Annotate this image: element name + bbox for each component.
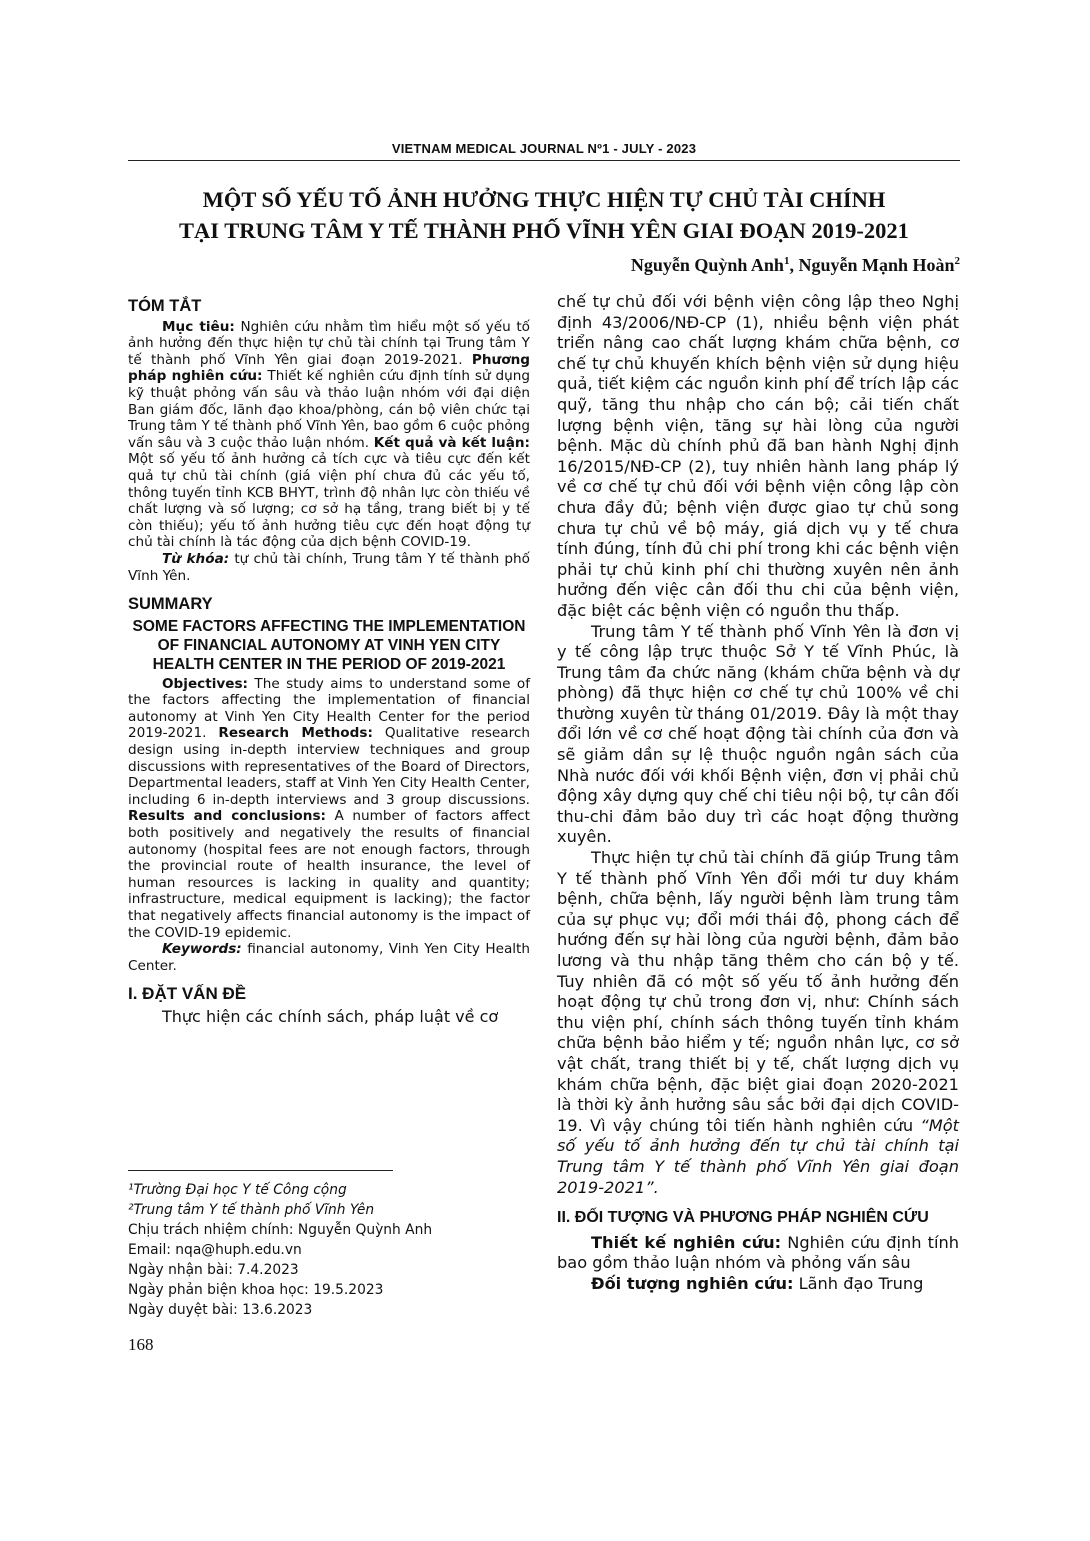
footnote-email: Email: nqa@huph.edu.vn bbox=[128, 1242, 302, 1258]
results-text: A number of factors affect both positively and negatively the results of financial autonomy (hospital fees are not enough factors, through the provincial route of health insurance, the level of human resources is lacking in quality and quantity; infrastructure, medical equipment is lacking); the factor that negatively affects financial autonomy is the impact of the COVID-19 epidemic. bbox=[128, 808, 530, 941]
summary-paragraph bbox=[128, 676, 530, 942]
objectives-label: Objectives: bbox=[162, 675, 248, 692]
design-text: Nghiên cứu định tính bao gồm thảo luận nhóm và phỏng vấn sâu bbox=[557, 1232, 959, 1273]
methods-text: Qualitative research design using in-depth interview techniques and group discussions with representatives of the Board of Directors, Departmental leaders, staff at Vinh Yen City Health Center, including 6 in-depth interviews and 3 group discussions. bbox=[128, 725, 530, 808]
subjects-label: Đối tượng nghiên cứu: bbox=[591, 1273, 794, 1293]
summary-heading: SUMMARY bbox=[128, 595, 213, 614]
journal-header: VIETNAM MEDICAL JOURNAL Nº1 - JULY - 2023 bbox=[391, 141, 697, 156]
footnote-accepted: Ngày duyệt bài: 13.6.2023 bbox=[128, 1302, 313, 1318]
footnote-received: Ngày nhận bài: 7.4.2023 bbox=[128, 1262, 299, 1278]
author-2-affil: 2 bbox=[954, 255, 960, 267]
right-paragraph-2: Trung tâm Y tế thành phố Vĩnh Yên là đơn vị y tế công lập trực thuộc Sở Y tế Vĩnh Phúc, là Trung tâm đa chức năng (khám chữa bệnh và dự phòng) đã thực hiện cơ chế tự chủ 100% về chi thường xuyên từ tháng 01/2019. Đây là một thay đổi lớn về cơ chế hoạt động tài chính của đơn và sẽ giảm dần sự lệ thuộc nguồn ngân sách của Nhà nước đối với khối Bệnh viện, đơn vị phải chủ động xây dựng quy chế chi tiêu nội bộ, tự cân đối thu-chi đảm bảo duy trì các hoạt động thường xuyên. bbox=[557, 621, 959, 847]
left-column bbox=[128, 292, 530, 1027]
design-label: Thiết kế nghiên cứu: bbox=[591, 1232, 782, 1252]
muctieu-label: Mục tiêu: bbox=[162, 318, 235, 335]
author-1: Nguyễn Quỳnh Anh bbox=[630, 255, 784, 275]
footnote-rule bbox=[128, 1170, 393, 1171]
section-2-heading: II. ĐỐI TƯỢNG VÀ PHƯƠNG PHÁP NGHIÊN CỨU bbox=[557, 1209, 929, 1227]
header-rule bbox=[128, 160, 960, 161]
subjects-text: Lãnh đạo Trung bbox=[793, 1273, 924, 1293]
tukhoa-label: Từ khóa: bbox=[162, 550, 230, 567]
results-label: Results and conclusions: bbox=[128, 808, 326, 825]
footnotes bbox=[128, 1180, 530, 1320]
tukhoa-text: tự chủ tài chính, Trung tâm Y tế thành phố Vĩnh Yên. bbox=[128, 550, 530, 584]
summary-title: SOME FACTORS AFFECTING THE IMPLEMENTATION OF FINANCIAL AUTONOMY AT VINH YEN CITY HEALTH CENTER IN THE PERIOD OF 2019-2021 bbox=[132, 617, 526, 673]
kq-label: Kết quả và kết luận: bbox=[373, 434, 530, 451]
section-1-paragraph: Thực hiện các chính sách, pháp luật về cơ bbox=[162, 1006, 499, 1026]
keywords-text: financial autonomy, Vinh Yen City Health Center. bbox=[128, 941, 530, 974]
author-2: Nguyễn Mạnh Hoàn bbox=[798, 255, 955, 275]
footnote-affil-2: ²Trung tâm Y tế thành phố Vĩnh Yên bbox=[128, 1202, 375, 1218]
authors bbox=[631, 255, 960, 276]
page-number: 168 bbox=[128, 1335, 154, 1354]
objectives-text: The study aims to understand some of the factors affecting the implementation of financial autonomy at Vinh Yen City Health Center for the period 2019-2021. bbox=[128, 675, 530, 742]
right-paragraph-1: chế tự chủ đối với bệnh viện công lập theo Nghị định 43/2006/NĐ-CP (1), nhiều bệnh viện phát triển nâng cao chất lượng khám chữa bệnh, cơ chế tự chủ khuyến khích bệnh viện sử dụng hiệu quả, tiết kiệm các nguồn kinh phí để trích lập các quỹ, tăng thu nhập cho cán bộ; cải tiến chất lượng bệnh viện, tăng sự hài lòng của người bệnh. Mặc dù chính phủ đã ban hành Nghị định 16/2015/NĐ-CP (2), tuy nhiên hành lang pháp lý về cơ chế tự chủ đối với bệnh viện công lập còn chưa đầy đủ; bệnh viện được giao tự chủ song chưa tự chủ về bộ máy, giá dịch vụ y tế chưa tính đúng, tính đủ chi phí trong khi các bệnh viện phải tự chủ kinh phí chi thường xuyên nên ảnh hưởng đến việc cân đối thu chi của bệnh viện, đặc biệt các bệnh viện có nguồn thu thấp. bbox=[557, 292, 959, 620]
footnote-responsible: Chịu trách nhiệm chính: Nguyễn Quỳnh Anh bbox=[128, 1222, 433, 1238]
tomtat-paragraph bbox=[128, 319, 530, 551]
ppnc-text: Thiết kế nghiên cứu định tính sử dụng kỹ thuật phỏng vấn sâu và thảo luận nhóm với đại diện Ban giám đốc, lãnh đạo khoa/phòng, cán bộ viên chức tại Trung tâm Y tế thành phố Vĩnh Yên, bao gồm 6 cuộc phỏng vấn sâu và 3 cuộc thảo luận nhóm. bbox=[128, 368, 530, 451]
tukhoa-paragraph bbox=[128, 551, 530, 584]
title-line-2: TẠI TRUNG TÂM Y TẾ THÀNH PHỐ VĨNH YÊN GIAI ĐOẠN 2019-2021 bbox=[179, 218, 909, 243]
author-separator: , bbox=[789, 255, 799, 275]
section-1-heading: I. ĐẶT VẤN ĐỀ bbox=[128, 984, 247, 1004]
keywords-paragraph bbox=[128, 941, 530, 974]
kq-text: Một số yếu tố ảnh hưởng cả tích cực và tiêu cực đến kết quả tự chủ tài chính (giá viện phí chưa đủ các yếu tố, thông tuyến tỉnh KCB BHYT, trình độ nhân lực còn thiếu về chất lượng và số lượng; cơ sở hạ tầng, trang biết bị y tế còn thiếu); yếu tố ảnh hưởng tiêu cực đến hoạt động tự chủ tài chính là tác động của dịch bệnh COVID-19. bbox=[128, 451, 530, 551]
subjects-paragraph bbox=[557, 1274, 959, 1295]
author-1-affil: 1 bbox=[783, 255, 790, 267]
methods-label: Research Methods: bbox=[218, 725, 373, 742]
right-paragraph-3 bbox=[557, 848, 959, 1198]
design-paragraph bbox=[557, 1233, 959, 1274]
tomtat-heading: TÓM TẮT bbox=[128, 297, 202, 315]
keywords-label: Keywords: bbox=[162, 941, 242, 958]
right-column bbox=[557, 292, 959, 1295]
study-title-quote: “Một số yếu tố ảnh hưởng đến tự chủ tài chính tại Trung tâm Y tế thành phố Vĩnh Yên giai đoạn 2019-2021”. bbox=[557, 1115, 959, 1197]
footnote-affil-1: ¹Trường Đại học Y tế Công cộng bbox=[128, 1182, 347, 1198]
muctieu-text: Nghiên cứu nhằm tìm hiểu một số yếu tố ảnh hưởng đến thực hiện tự chủ tài chính tại Trung tâm Y tế thành phố Vĩnh Yên giai đoạn 2019-2021. bbox=[128, 318, 530, 368]
footnote-reviewed: Ngày phản biện khoa học: 19.5.2023 bbox=[128, 1282, 384, 1298]
title-line-1: MỘT SỐ YẾU TỐ ẢNH HƯỞNG THỰC HIỆN TỰ CHỦ TÀI CHÍNH bbox=[202, 187, 886, 212]
right-paragraph-3-text: Thực hiện tự chủ tài chính đã giúp Trung tâm Y tế thành phố Vĩnh Yên đổi mới tư duy khám bệnh, chữa bệnh, lấy người bệnh làm trung tâm của sự phục vụ; đổi mới thái độ, phong cách để hướng đến sự hài lòng của người bệnh, đảm bảo lương và thu nhập tăng thêm cho cán bộ y tế. Tuy nhiên đã có một số yếu tố ảnh hưởng đến hoạt động tự chủ trong đơn vị, như: Chính sách thu viện phí, chính sách thông tuyến tỉnh khám chữa bệnh bảo hiểm y tế; nguồn nhân lực, cơ sở vật chất, trang thiết bị y tế, chất lượng dịch vụ khám chữa bệnh, đặc biệt giai đoạn 2020-2021 là thời kỳ ảnh hưởng sâu sắc bởi đại dịch COVID-19. Vì vậy chúng tôi tiến hành nghiên cứu bbox=[557, 848, 959, 1135]
ppnc-label: Phương pháp nghiên cứu: bbox=[128, 351, 530, 385]
article-title bbox=[128, 184, 960, 246]
